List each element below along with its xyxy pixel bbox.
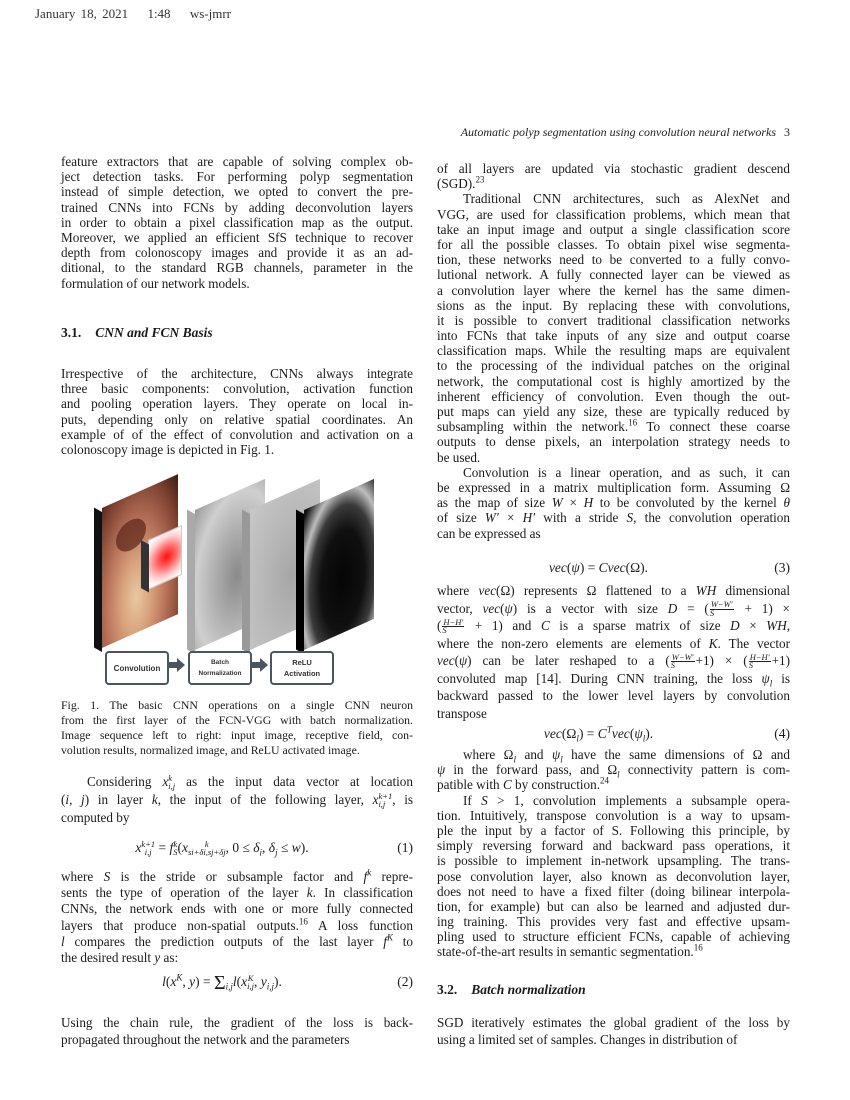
text-line: Using the chain rule, the gradient of the loss is back- [61,1015,413,1030]
math-term [182,840,226,855]
math-symbol: C [540,618,550,633]
math-term [162,774,175,789]
math-symbol: y [154,949,161,965]
text-line: pling used to structure efficient FCNs, capable of achieving [437,929,790,945]
math-term [383,934,393,949]
math-term [475,176,484,191]
numerator: W−W′ [710,599,733,610]
math-term [154,950,160,965]
numerator: W−W′ [671,651,694,662]
text-line: where vec(Ω) represents Ω flattened to a WH dimensional [437,583,790,598]
math-term [628,419,637,434]
figure-caption [61,698,413,758]
subscript: i,j [144,846,152,857]
math-term [576,726,579,744]
math-symbol: vec [482,600,501,616]
script-stack [168,775,175,790]
subscript: l [576,733,579,744]
math-term [599,560,626,575]
equation-number: (3) [774,560,790,575]
math-symbol: l [232,974,237,989]
equation-body: $vec(\Omega_l) = C^Tvec(\psi_l)$. [543,724,654,744]
text-line: take an input image and output a single classification score [437,221,790,237]
text-line: where $\Omega_l$ and $\psi_l$ have the same dimensions of Ω and [463,747,790,765]
math-term [260,974,275,992]
superscript: k [204,839,209,850]
math-symbol: vec [611,726,630,741]
text-line: CNNs, the network ends with one or more fully connected [61,901,413,917]
text-line: of size W′ × H′ with a stride S, the convolution operation [437,510,790,526]
text-line: pose convolution layer, also known as deconvolution layer, [437,868,790,884]
text-line: (i, j) in layer k, the input of the following layer, x k+1 i,j , is [61,791,413,809]
text-line: three basic components: convolution, activation function [61,381,413,397]
text-line: backward passed to the lower level layers by convolution [437,688,790,703]
math-symbol: θ [783,495,790,511]
running-header-left [35,6,245,22]
math-term [478,583,496,598]
step-label: Convolution [113,663,161,673]
panel-edge [187,510,195,654]
math-term [551,747,563,765]
text-line: to the processing of the individual patches on the original [437,358,790,374]
math-term [483,601,501,616]
math-term [598,726,612,741]
script-stack [378,793,392,808]
math-symbol: H [583,495,594,511]
superscript: 16 [298,916,308,927]
arrow-right-icon [169,658,185,672]
text-line: tion, these networks need to be converted to a fully convo- [437,252,790,268]
running-header-right [436,125,790,140]
text-line: simply reversing forward and backward pass operations, it [437,838,790,854]
text-line: Irrespective of the architecture, CNNs always integrate [61,366,413,381]
text-line: into FCNs that take inputs of any size and output coarse [437,328,790,344]
math-symbol: i, j [65,792,85,807]
text-line: Image sequence left to right: input image, receptive field, con- [61,728,413,742]
text-line: patible with C by construction.$^{24}$ [437,775,610,793]
text-line: state-of-the-art results in semantic segmentation.$^{16}$ [437,943,703,960]
denominator: S [442,625,447,636]
superscript: T [606,724,612,735]
panel-edge [141,540,149,592]
math-symbol: y [260,974,267,989]
math-term [505,601,513,616]
math-symbol: W [551,495,563,511]
text-line: tion, for example) but can also be learned and adjusted dur- [437,898,790,914]
script-stack [188,841,226,856]
equation-body: x k+1 i,j = f k S (x k si+δi,sj+δj , $0 \le \delta_i$, $\delta_j \le w$). [135,839,309,858]
math-symbol: D [667,600,678,616]
math-symbol: K [708,635,718,651]
math-term [373,792,393,807]
math-term [696,583,717,598]
text-line: using a limited set of samples. Changes in distribution of [437,1031,738,1047]
summation-symbol: Σ [213,972,226,994]
text-line: does not need to have a fixed filter (doing bilinear interpola- [437,883,790,899]
text-line: the desired result y as: [61,949,179,965]
math-term [189,974,195,989]
text-line: lutional network. A fully connected layer can be viewed as [437,267,790,283]
text-line: for all the possible classes. To obtain pixel wise segmenta- [437,236,790,252]
panel-edge [296,510,304,654]
math-term [292,840,301,855]
subscript: i,j [168,780,176,791]
math-term [584,495,594,510]
text-line: feature extractors that are capable of solving complex ob- [61,154,413,169]
section-heading-3-1 [61,325,213,341]
page-number: 3 [784,125,790,139]
math-symbol: S [626,510,634,526]
text-line: example of of the effect of convolution and activation on a [61,426,413,442]
text-line: vec(ψ) can be later reshaped to a ( $\frac{W-W'}{S}$ +1) × ( $\frac{H-H'}{S}$ +1) [437,651,790,671]
fraction [670,651,695,671]
math-symbol: x [162,774,169,789]
math-term [668,601,678,616]
numerator: H−H′ [443,616,464,627]
superscript: k [367,867,372,878]
step-label: ReLU Activation [283,658,321,678]
text-line: ple the input by a factor of S. Following this principle, by [437,822,790,838]
text-line: computed by [61,810,130,825]
text-line: Fig. 1. The basic CNN operations on a single CNN neuron [61,698,413,712]
math-symbol: C [597,726,607,741]
math-term [162,974,166,989]
text-line: ject detection tasks. For performing polyp segmentation [61,169,413,185]
math-symbol: vec [543,726,562,741]
text-line: is possible to implement in-network upsampling. The trans- [437,853,790,869]
math-symbol: WH [695,583,717,598]
math-symbol: ψ [504,600,513,616]
math-term [152,792,158,807]
math-symbol: vec [478,583,497,598]
math-symbol: vec [437,653,455,668]
math-term [61,934,65,949]
step-label: Batch Normalization [198,659,242,677]
text-line: transpose [437,705,487,721]
subscript: i,j [225,981,233,992]
math-symbol: l [162,974,166,989]
header-date: January 18, 2021 [35,6,129,21]
fraction [748,651,771,671]
math-term [169,840,177,855]
section-title: Batch normalization [471,982,586,997]
math-term [503,777,512,792]
figure-1 [90,470,390,690]
math-symbol: f [363,869,368,884]
text-line: Traditional CNN architectures, such as AlexNet and [463,191,790,207]
text-line: propagated throughout the network and the parameters [61,1031,350,1047]
denominator: S [670,660,676,671]
equation-2 [61,971,413,993]
math-symbol: S [481,792,488,808]
math-term [481,793,488,808]
superscript: 16 [693,943,703,954]
section-heading-3-2 [437,982,586,998]
math-term [627,510,634,525]
text-line: in order to obtain a pixel classification map as the output. [61,214,413,230]
subscript: l [560,754,563,765]
math-term [485,510,499,525]
math-term [299,918,308,933]
math-symbol: w [291,840,301,855]
text-line: layers that produce non-spatial outputs.$^{16}$ A loss function [61,916,413,933]
arrow-right-icon [252,658,268,672]
script-stack [247,975,254,990]
stride-paragraph [61,869,413,966]
denominator: S [748,660,753,671]
math-term [233,974,237,989]
math-symbol: l [61,933,65,949]
section-title: CNN and FCN Basis [95,325,213,340]
math-symbol: δ [268,840,276,855]
panel-edge [94,508,102,652]
text-line: can be expressed as [437,525,541,541]
math-term [730,618,740,633]
text-line: of all layers are updated via stochastic gradient descend [437,161,790,176]
equation-3 [437,557,790,579]
subscript: si+δi,sj+δj [188,846,226,857]
denominator: S [709,607,715,618]
intro-paragraph [61,154,413,291]
superscript: K [176,972,183,983]
text-line: sents the type of operation of the layer k. In classification [61,885,414,901]
math-symbol: f [383,933,387,949]
fraction [442,616,464,636]
math-term [65,792,84,807]
text-line: as the map of size W × H to be convoluted by the kernel θ [437,495,790,511]
math-term [552,495,563,510]
upsampling-paragraphs [437,747,790,960]
text-line: Convolution is a linear operation, and as such, it can [463,464,790,480]
math-term [571,560,579,575]
subscript: l [769,678,773,689]
panel-edge [242,510,250,654]
text-line: classification maps. While the resulting maps are equivalent [437,343,790,359]
vector-paragraph [437,582,790,722]
superscript: k [173,839,178,850]
superscript: K [247,973,254,984]
math-symbol: D [730,618,740,633]
math-term [784,495,790,510]
section-number: 3.2. [437,982,458,997]
math-symbol: H′ [522,510,536,526]
math-term [612,726,630,741]
text-line: ing training. This provides very fast and effective upsam- [437,914,790,930]
section-number: 3.1. [61,325,82,340]
text-line: vector, vec(ψ) is a vector with size D = ( $\frac{W-W'}{S}$ + 1) × [437,599,790,618]
math-term [694,944,703,959]
fcn-paragraphs [437,161,790,541]
subscript: j [275,847,278,858]
math-term [268,840,278,858]
math-term [766,618,787,633]
numerator: H−H′ [749,651,770,662]
text-line: Considering x k i,j as the input data vector at location [87,773,413,791]
math-symbol: y [189,974,196,989]
superscript: k+1 [141,839,156,850]
equation-body: $l(x^K$, $y) = \Sigma_{i,j}l(x$ K i,j , $y_{i,j}$). [162,972,282,994]
math-term [600,777,609,792]
text-line: it is possible to convert traditional classification networks [437,312,790,328]
text-line: SGD iteratively estimates the global gradient of the loss by [437,1015,790,1030]
considering-paragraph [61,773,413,827]
math-symbol: ψ [634,726,643,741]
equation-number: (1) [397,840,413,855]
math-term [513,747,516,765]
text-line: ψ in the forward pass, and $\Omega_l$ connectivity pattern is com- [437,762,790,780]
math-symbol: δ [253,840,260,855]
math-term [253,840,263,858]
text-line: be expressed in a matrix multiplication form. Assuming Ω [437,479,790,495]
math-term [104,869,111,884]
relu-activated-image [304,479,374,650]
text-line: convoluted map [14]. During CNN training, the loss $\psi_l$ is [437,670,790,689]
subscript: S [173,846,178,857]
superscript: k+1 [378,791,393,802]
superscript: 16 [628,417,638,428]
text-line: sions as the input. By replacing these with convolutions, [437,297,790,313]
text-line: where S is the stride or subsample factor and $f^k$ repre- [61,867,413,884]
script-stack [141,841,155,856]
math-term [709,636,718,651]
subscript: l [617,769,620,780]
text-line: network, the computational cost is highly amortized by the [437,373,790,389]
text-line: (SGD).$^{23}$ [437,174,485,192]
text-line: l compares the prediction outputs of the last layer $f^K$ to [61,932,413,949]
subscript: i,j [266,981,275,992]
math-term [549,560,567,575]
math-symbol: ψ [458,653,468,668]
math-term [459,653,467,668]
text-line: trained CNNs into FCNs by adding deconvolution layers [61,199,413,215]
text-line: from the first layer of the FCN-VGG with batch normalization. [61,713,413,727]
text-line: depth from colonoscopy images and provide it as an ad- [61,245,413,261]
running-title: Automatic polyp segmentation using convolution neural networks [460,125,776,139]
math-symbol: Cvec [598,560,626,575]
text-line: outputs to dense pixels, an interpolation strategy needs to [437,434,790,450]
relu-activation-box [270,651,334,685]
superscript: 23 [475,174,485,185]
math-term [617,762,620,780]
math-term [364,869,372,884]
batch-normalization-box [188,651,252,685]
header-time: 1:48 [147,6,171,21]
text-line: ditional, to the standard RGB channels, parameter in the [61,260,413,276]
equation-number: (2) [397,974,413,989]
convolution-box [105,651,169,685]
chain-rule-paragraph [61,1015,413,1048]
text-line: formulation of our network models. [61,275,250,291]
text-line: and pooling operation layers. They operate on local in- [61,396,413,412]
text-line: If S > 1, convolution implements a subsample opera- [463,792,790,808]
math-symbol: f [169,840,174,855]
math-symbol: k [306,885,313,901]
math-symbol: ψ [437,762,446,778]
math-symbol: C [502,777,512,793]
math-term [544,726,562,741]
text-line: put maps can yield any size, these are typically reduced by [437,404,790,419]
superscript: 24 [600,775,610,786]
math-symbol: k [151,792,158,807]
equation-body: vec(ψ) = Cvec(Ω). [548,560,649,575]
math-term [541,618,550,633]
math-symbol: x [135,840,142,855]
script-stack [173,841,177,856]
text-line: colonoscopy image is depicted in Fig. 1. [61,441,275,457]
text-line: a convolution layer where the kernel has the same dimen- [437,282,790,298]
subscript: i [259,847,263,858]
equation-1 [61,837,413,859]
text-line: where the non-zero elements are elements of K. The vector [437,635,790,651]
math-term [307,885,313,900]
equation-number: (4) [774,726,790,741]
text-line: tion. Intuitively, transpose convolution is a way to upsam- [437,807,790,823]
fraction [710,601,734,617]
math-term [213,972,233,994]
text-line: inherent efficiency of convolution. Even though the out- [437,388,790,404]
subscript: l [513,754,516,765]
math-symbol: ψ [571,560,580,575]
math-symbol: vec [548,560,567,575]
math-symbol: S [103,869,111,884]
math-term [761,670,773,689]
basis-paragraph [61,366,413,457]
text-line: VGG, are used for classification problems, which mean that [437,206,790,222]
text-line: volution results, normalized image, and ReLU activated image. [61,743,360,757]
math-term [523,510,535,525]
math-term [634,726,646,744]
math-symbol: x [372,792,379,807]
text-line: subsampling within the network.$^{16}$ To connect these coarse [437,417,790,435]
text-line: puts, depending only on relative spatial coordinates. An [61,411,413,427]
subscript: l [642,733,646,744]
math-term [241,974,254,989]
math-symbol: ψ [551,747,561,762]
math-term [437,762,445,777]
math-term [170,974,182,989]
text-line: be used. [437,449,481,465]
math-symbol: WH [766,618,787,633]
math-symbol: W′ [484,510,499,526]
text-line: ( $\frac{H-H'}{S}$ + 1) and C is a sparse matrix of size D × WH, [437,616,791,636]
subscript: i,j [378,798,386,809]
superscript: K [386,932,393,943]
math-symbol: x [182,840,188,855]
sgd-paragraph [437,1015,790,1048]
math-symbol: x [170,974,177,989]
text-line: Moreover, we applied an efficient SfS technique to recover [61,229,413,245]
subscript: i,j [247,980,255,991]
text-line: instead of simple detection, we opted to convert the pre- [61,184,413,200]
equation-4 [437,723,790,745]
math-term [437,653,455,668]
math-symbol: x [241,974,248,989]
superscript: k [168,773,173,784]
math-symbol: ψ [761,670,770,686]
math-term [135,840,155,855]
header-job: ws-jmrr [189,6,231,21]
